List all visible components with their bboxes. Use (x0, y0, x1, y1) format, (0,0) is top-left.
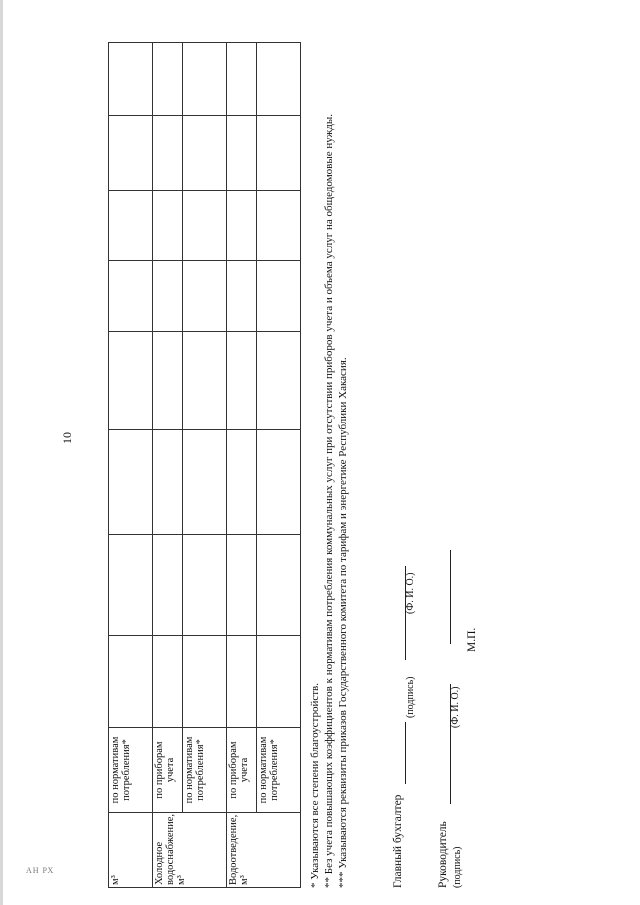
accountant-signature-hint: (подпись) (405, 676, 416, 718)
accountant-fio-hint: (Ф. И. О.) (405, 572, 416, 614)
director-fio-hint: (Ф. И. О.) (450, 686, 461, 728)
table-cell-sub: по приборам учета (227, 728, 257, 813)
seal-mark: М.П. (466, 627, 478, 652)
table-cell-group: м³ (109, 813, 153, 888)
footnote-3: *** Указываются реквизиты приказов Государственного комитета по тарифам и энергетике Республики Хакасия. (337, 357, 349, 888)
table-row (227, 43, 257, 888)
director-label: Руководитель (437, 821, 449, 888)
table-cell-sub: по нормативам потребления* (257, 728, 301, 813)
rotated-page-content (60, 48, 640, 888)
chief-accountant-label: Главный бухгалтер (392, 794, 404, 888)
table-row (257, 43, 301, 888)
director-name-line (450, 550, 451, 644)
table-cell-sub: по нормативам потребления* (183, 728, 227, 813)
director-signature-hint: (подпись) (452, 846, 463, 888)
consumption-table (108, 42, 301, 888)
table-row (183, 43, 227, 888)
table-cell-group: Водоотведение, м³ (227, 813, 301, 888)
accountant-signature-line (405, 722, 406, 784)
table-row (109, 43, 153, 888)
footnote-2: ** Без учета повышающих коэффициентов к нормативам потребления коммунальных услуг при отсутствии приборов учета и объема услуг на общедомовые нужды. (323, 114, 335, 888)
table-row (153, 43, 183, 888)
page-number: 10 (60, 432, 74, 444)
footnote-1: * Указываются все степени благоустройств. (309, 682, 321, 888)
table-cell-group: Холодное водоснабжение, м³ (153, 813, 227, 888)
table-cell-sub: по нормативам потребления* (109, 728, 153, 813)
scan-page-edge (0, 0, 3, 905)
table-cell-sub: по приборам учета (153, 728, 183, 813)
footnotes (308, 58, 350, 888)
scan-mark: АН РХ (26, 866, 55, 875)
